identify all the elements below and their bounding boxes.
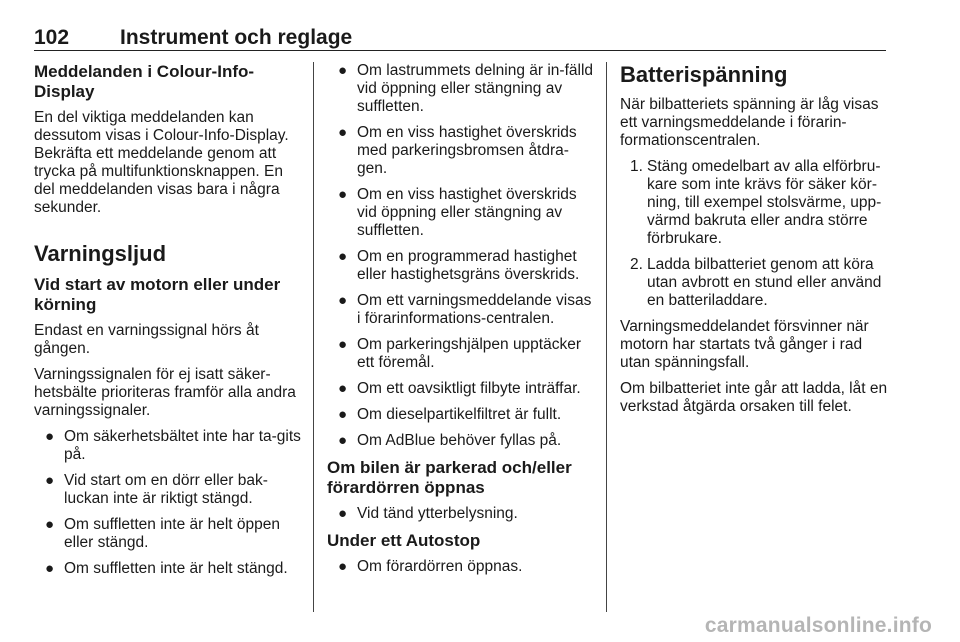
bullet-icon: ● <box>338 432 348 449</box>
bullet-icon: ● <box>338 248 348 265</box>
list-item <box>34 560 302 578</box>
bullet-list <box>327 62 595 450</box>
section-subheading: Under ett Autostop <box>327 531 481 550</box>
bullet-icon: ● <box>45 472 55 489</box>
step-number: 2. <box>630 256 643 273</box>
section-heading: Varningsljud <box>34 241 167 266</box>
list-item <box>327 432 595 450</box>
list-item <box>327 186 595 240</box>
list-item-text: Om ett oavsiktligt filbyte inträffar. <box>357 380 581 397</box>
paragraph: Om bilbatteriet inte går att ladda, låt en verkstad åtgärda orsaken till felet. <box>620 380 888 415</box>
bullet-icon: ● <box>45 428 55 445</box>
list-item <box>327 292 595 328</box>
bullet-icon: ● <box>338 186 348 203</box>
bullet-icon: ● <box>45 516 55 533</box>
list-item <box>327 248 595 284</box>
bullet-icon: ● <box>338 406 348 423</box>
list-item-text: Om dieselpartikelfiltret är fullt. <box>357 406 562 423</box>
list-item-text: Stäng omedelbart av alla elförbru-kare som inte krävs för säker kör-ning, till exempel stolsvärme, upp-värmd bakruta eller andra större förbrukare. <box>647 158 882 247</box>
section-subheading: Meddelanden i Colour-Info-Display <box>34 62 255 101</box>
list-item-text: Om förardörren öppnas. <box>357 558 523 575</box>
step-number: 1. <box>630 158 643 175</box>
list-item-text: Om parkeringshjälpen upptäcker ett föremål. <box>357 336 582 371</box>
bullet-icon: ● <box>338 292 348 309</box>
paragraph: En del viktiga meddelanden kan dessutom visas i Colour-Info-Display. Bekräfta ett meddelande genom att trycka på multifunktionsknappen. En del meddelanden visas bara i några sekunder. <box>34 109 289 216</box>
column-divider <box>606 62 607 612</box>
list-item-text: Vid start om en dörr eller bak-luckan inte är riktigt stängd. <box>64 472 268 507</box>
list-item-text: Om suffletten inte är helt öppen eller stängd. <box>64 516 280 551</box>
bullet-list <box>327 558 595 576</box>
list-item <box>34 428 302 464</box>
list-item-text: Om ett varningsmeddelande visas i förarinformations-centralen. <box>357 292 592 327</box>
list-item <box>327 336 595 372</box>
list-item-text: Ladda bilbatteriet genom att köra utan avbrott en stund eller använd en batteriladdare. <box>647 256 882 309</box>
page-number: 102 <box>34 26 70 49</box>
bullet-icon: ● <box>338 62 348 79</box>
page-header <box>34 0 886 51</box>
numbered-list <box>620 158 888 310</box>
bullet-list <box>327 505 595 523</box>
bullet-icon: ● <box>338 124 348 141</box>
section-subheading: Vid start av motorn eller under körning <box>34 275 281 314</box>
watermark: carmanualsonline.info <box>704 614 932 637</box>
column-right <box>620 62 888 424</box>
list-item-text: Om AdBlue behöver fyllas på. <box>357 432 562 449</box>
list-item-text: Om suffletten inte är helt stängd. <box>64 560 288 577</box>
list-item-text: Vid tänd ytterbelysning. <box>357 505 518 522</box>
list-item <box>620 256 888 310</box>
column-left <box>34 62 302 586</box>
section-heading: Batterispänning <box>620 62 788 87</box>
list-item <box>327 62 595 116</box>
paragraph: Endast en varningssignal hörs åt gången. <box>34 322 259 357</box>
paragraph: Varningsmeddelandet försvinner när motorn har startats två gånger i rad utan spänningsfall. <box>620 318 869 371</box>
bullet-icon: ● <box>338 336 348 353</box>
bullet-icon: ● <box>338 558 348 575</box>
list-item-text: Om lastrummets delning är in-fälld vid öppning eller stängning av suffletten. <box>357 62 594 115</box>
list-item <box>34 472 302 508</box>
bullet-icon: ● <box>45 560 55 577</box>
list-item-text: Om säkerhetsbältet inte har ta-gits på. <box>64 428 301 463</box>
bullet-list <box>34 428 302 578</box>
chapter-title: Instrument och reglage <box>120 26 353 49</box>
column-divider <box>313 62 314 612</box>
section-subheading: Om bilen är parkerad och/eller förardörren öppnas <box>327 458 572 497</box>
list-item-text: Om en viss hastighet överskrids vid öppning eller stängning av suffletten. <box>357 186 577 239</box>
list-item <box>327 558 595 576</box>
list-item-text: Om en programmerad hastighet eller hastighetsgräns överskrids. <box>357 248 580 283</box>
bullet-icon: ● <box>338 380 348 397</box>
paragraph: När bilbatteriets spänning är låg visas ett varningsmeddelande i förarin-formationscentralen. <box>620 96 879 149</box>
paragraph: Varningssignalen för ej isatt säker-hetsbälte prioriteras framför alla andra varningssignaler. <box>34 366 296 419</box>
list-item <box>327 380 595 398</box>
list-item <box>327 406 595 424</box>
list-item <box>327 124 595 178</box>
list-item <box>327 505 595 523</box>
column-middle <box>327 62 595 584</box>
list-item-text: Om en viss hastighet överskrids med parkeringsbromsen åtdra-gen. <box>357 124 577 177</box>
list-item <box>34 516 302 552</box>
bullet-icon: ● <box>338 505 348 522</box>
list-item <box>620 158 888 248</box>
